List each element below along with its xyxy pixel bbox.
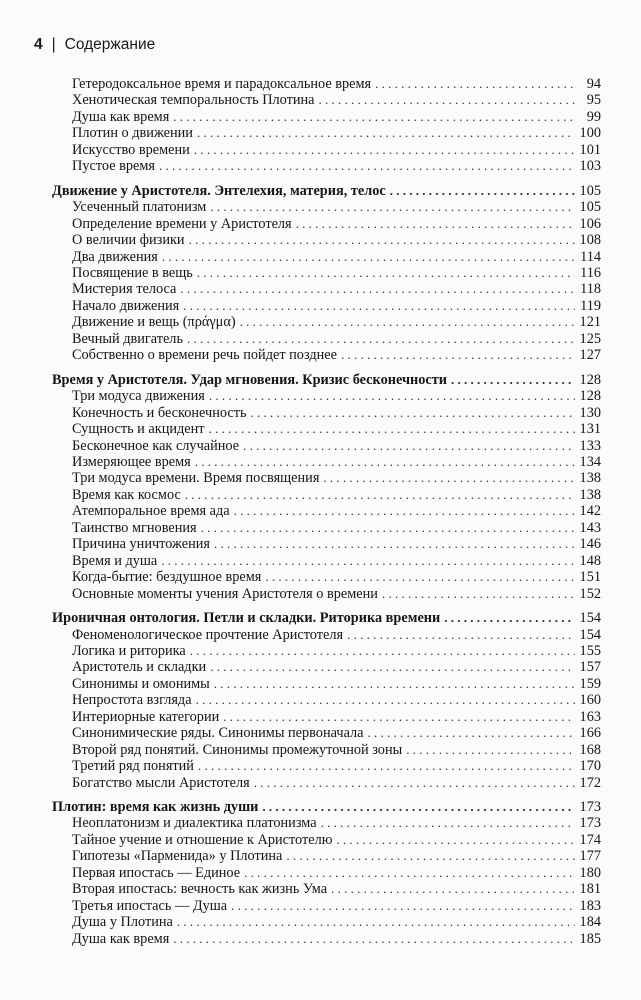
toc-entry-row <box>0 347 641 363</box>
entry-title: Основные моменты учения Аристотеля о времени <box>72 585 378 602</box>
entry-title: Первая ипостась — Единое <box>72 864 241 881</box>
toc-entry-row <box>0 586 641 602</box>
toc-entry-row <box>0 470 641 486</box>
dot-leader <box>192 692 575 708</box>
toc-entry-row <box>0 199 641 215</box>
page-number: 105 <box>579 199 601 216</box>
entry-title: Вечный двигатель <box>72 330 183 347</box>
entry-title: Душа как время <box>72 108 170 125</box>
toc-entry-row <box>0 725 641 741</box>
toc-entry-row <box>0 405 641 421</box>
toc-entry-row <box>0 931 641 947</box>
page-number: 168 <box>579 741 601 758</box>
dot-leader <box>186 643 575 659</box>
page-number: 170 <box>579 758 601 775</box>
toc-entry-row <box>0 898 641 914</box>
page-number: 159 <box>579 675 601 692</box>
dot-leader <box>205 388 575 404</box>
entry-title: Феноменологическое прочтение Аристотеля <box>72 626 344 643</box>
page-number: 138 <box>579 470 601 487</box>
chapter-title: Плотин: время как жизнь души <box>52 799 259 816</box>
dot-leader <box>190 142 575 158</box>
toc-entry-row <box>0 775 641 791</box>
toc-entry-row <box>0 158 641 174</box>
toc-entry-row <box>0 125 641 141</box>
dot-leader <box>210 676 575 692</box>
dot-leader <box>315 92 575 108</box>
page-number: 173 <box>579 815 601 832</box>
page-number: 134 <box>579 453 601 470</box>
page-number: 133 <box>579 437 601 454</box>
toc-entry-row <box>0 109 641 125</box>
toc-entry-row <box>0 76 641 92</box>
entry-title: Непростота взгляда <box>72 692 192 709</box>
chapter-title: Время у Аристотеля. Удар мгновения. Кризис бесконечности <box>52 371 447 388</box>
toc-entry-row <box>0 569 641 585</box>
page-number: 166 <box>579 725 601 742</box>
toc-entry-row <box>0 249 641 265</box>
page-number: 138 <box>579 486 601 503</box>
dot-leader <box>176 281 575 297</box>
toc-entry-row <box>0 232 641 248</box>
dot-leader <box>378 586 575 602</box>
dot-leader <box>282 848 575 864</box>
dot-leader <box>402 742 575 758</box>
dot-leader <box>197 520 575 536</box>
dot-leader <box>246 405 575 421</box>
entry-title: Гетеродоксальное время и парадоксальное время <box>72 76 372 92</box>
dot-leader <box>155 158 575 174</box>
entry-title: Таинство мгновения <box>72 519 197 536</box>
dot-leader <box>194 758 575 774</box>
toc-entry-row <box>0 142 641 158</box>
dot-leader <box>173 914 575 930</box>
toc-entry-row <box>0 216 641 232</box>
page-number: 103 <box>579 158 601 175</box>
entry-title: Мистерия телоса <box>72 281 177 298</box>
entry-title: Неоплатонизм и диалектика платонизма <box>72 815 317 832</box>
page-number: 155 <box>579 642 601 659</box>
toc-entry-row <box>0 92 641 108</box>
toc-entry-row <box>0 536 641 552</box>
entry-title: Плотин о движении <box>72 125 193 142</box>
toc-entry-row <box>0 454 641 470</box>
entry-title: Три модуса движения <box>72 388 205 405</box>
entry-title: Атемпоральное время ада <box>72 503 230 520</box>
entry-title: Аристотель и складки <box>72 659 207 676</box>
page-number: 130 <box>579 404 601 421</box>
running-header <box>34 36 155 54</box>
page-number: 184 <box>579 914 601 931</box>
page-number: 154 <box>579 610 601 627</box>
page-number: 142 <box>579 503 601 520</box>
dot-leader <box>292 216 575 232</box>
page-number: 121 <box>579 314 601 331</box>
toc-entry-row <box>0 331 641 347</box>
dot-leader <box>210 536 575 552</box>
dot-leader <box>169 931 575 947</box>
entry-title: Синонимические ряды. Синонимы первоначала <box>72 725 364 742</box>
page-number: 151 <box>579 569 601 586</box>
toc-entry-row <box>0 832 641 848</box>
table-of-contents <box>0 76 641 955</box>
page-number: 116 <box>580 264 601 281</box>
entry-title: Пустое время <box>72 158 155 175</box>
page-number: 152 <box>579 585 601 602</box>
entry-title: Начало движения <box>72 297 180 314</box>
page-number: 114 <box>580 248 601 265</box>
chapter-title: Ироничная онтология. Петли и складки. Риторика времени <box>52 610 441 627</box>
entry-title: Гипотезы «Парменида» у Плотина <box>72 848 283 865</box>
dot-leader <box>181 487 575 503</box>
toc-entry-row <box>0 421 641 437</box>
header-title: Содержание <box>64 36 156 53</box>
toc-entry-row <box>0 815 641 831</box>
dot-leader <box>157 553 575 569</box>
page-number: 163 <box>579 708 601 725</box>
page-number: 148 <box>579 552 601 569</box>
page-number: 127 <box>579 347 601 364</box>
dot-leader <box>240 865 575 881</box>
page-number: 183 <box>579 897 601 914</box>
entry-title: Время как космос <box>72 486 181 503</box>
toc-chapter-row <box>0 799 641 815</box>
entry-title: Богатство мысли Аристотеля <box>72 774 250 791</box>
entry-title: Душа как время <box>72 930 170 947</box>
page-number: 160 <box>579 692 601 709</box>
toc-entry-row <box>0 487 641 503</box>
dot-leader <box>371 76 575 92</box>
header-page-number: 4 <box>34 36 43 53</box>
page-number: 118 <box>580 281 601 298</box>
entry-title: Сущность и акцидент <box>72 421 205 438</box>
page-number: 157 <box>579 659 601 676</box>
dot-leader <box>206 199 575 215</box>
page-number: 128 <box>579 371 601 388</box>
entry-title: Когда-бытие: бездушное время <box>72 569 262 586</box>
page-number: 94 <box>586 76 601 92</box>
dot-leader <box>205 421 575 437</box>
page-number: 128 <box>579 388 601 405</box>
dot-leader <box>236 314 575 330</box>
dot-leader <box>386 183 575 199</box>
toc-entry-row <box>0 388 641 404</box>
entry-title: Интериорные категории <box>72 708 220 725</box>
toc-entry-row <box>0 553 641 569</box>
page-number: 185 <box>579 930 601 947</box>
toc-chapter-row <box>0 610 641 626</box>
toc-chapter-row <box>0 183 641 199</box>
toc-entry-row <box>0 659 641 675</box>
dot-leader <box>258 799 575 815</box>
page-number: 177 <box>579 848 601 865</box>
page-number: 146 <box>579 536 601 553</box>
toc-entry-row <box>0 643 641 659</box>
toc-section <box>0 610 641 791</box>
dot-leader <box>193 125 575 141</box>
toc-entry-row <box>0 881 641 897</box>
dot-leader <box>261 569 575 585</box>
toc-section <box>0 183 641 364</box>
dot-leader <box>169 109 575 125</box>
toc-entry-row <box>0 709 641 725</box>
dot-leader <box>230 503 575 519</box>
page-number: 154 <box>579 626 601 643</box>
entry-title: Хенотическая темпоральность Плотина <box>72 92 315 109</box>
toc-entry-row <box>0 848 641 864</box>
dot-leader <box>332 832 575 848</box>
toc-entry-row <box>0 438 641 454</box>
entry-title: Тайное учение и отношение к Аристотелю <box>72 831 333 848</box>
chapter-title: Движение у Аристотеля. Энтелехия, материя, телос <box>52 182 386 199</box>
dot-leader <box>440 610 575 626</box>
dot-leader <box>364 725 575 741</box>
entry-title: Два движения <box>72 248 158 265</box>
dot-leader <box>179 298 575 314</box>
page-number: 99 <box>586 108 601 125</box>
page-number: 95 <box>586 92 601 109</box>
page-number: 101 <box>579 141 601 158</box>
toc-entry-row <box>0 914 641 930</box>
toc-entry-row <box>0 692 641 708</box>
entry-title: Искусство времени <box>72 141 190 158</box>
toc-entry-row <box>0 627 641 643</box>
entry-title: Бесконечное как случайное <box>72 437 240 454</box>
entry-title: Третья ипостась — Душа <box>72 897 228 914</box>
page-number: 173 <box>579 799 601 816</box>
dot-leader <box>219 709 575 725</box>
dot-leader <box>343 627 575 643</box>
entry-title: Вторая ипостась: вечность как жизнь Ума <box>72 881 328 898</box>
entry-title: О величии физики <box>72 232 185 249</box>
entry-title: Три модуса времени. Время посвящения <box>72 470 320 487</box>
dot-leader <box>227 898 575 914</box>
page-number: 119 <box>580 297 601 314</box>
toc-section <box>0 76 641 175</box>
toc-entry-row <box>0 265 641 281</box>
page-number: 174 <box>579 831 601 848</box>
entry-title: Посвящение в вещь <box>72 264 193 281</box>
toc-section <box>0 372 641 602</box>
dot-leader <box>337 347 575 363</box>
page-number: 172 <box>579 774 601 791</box>
dot-leader <box>319 470 575 486</box>
dot-leader <box>206 659 575 675</box>
page-number: 131 <box>579 421 601 438</box>
dot-leader <box>250 775 575 791</box>
dot-leader <box>191 454 575 470</box>
entry-title: Синонимы и омонимы <box>72 675 210 692</box>
entry-title: Второй ряд понятий. Синонимы промежуточной зоны <box>72 741 403 758</box>
page-number: 105 <box>579 182 601 199</box>
toc-entry-row <box>0 314 641 330</box>
dot-leader <box>193 265 575 281</box>
header-separator: | <box>51 36 56 53</box>
toc-section <box>0 799 641 947</box>
entry-title: Душа у Плотина <box>72 914 173 931</box>
toc-entry-row <box>0 520 641 536</box>
dot-leader <box>239 438 575 454</box>
dot-leader <box>447 372 575 388</box>
entry-title: Конечность и бесконечность <box>72 404 247 421</box>
toc-entry-row <box>0 865 641 881</box>
page-number: 100 <box>579 125 601 142</box>
dot-leader <box>158 249 575 265</box>
entry-title: Измеряющее время <box>72 453 191 470</box>
page-number: 106 <box>579 215 601 232</box>
toc-entry-row <box>0 281 641 297</box>
dot-leader <box>185 232 575 248</box>
entry-title: Движение и вещь (πράγμα) <box>72 314 236 331</box>
toc-entry-row <box>0 676 641 692</box>
dot-leader <box>327 881 575 897</box>
entry-title: Время и душа <box>72 552 158 569</box>
toc-entry-row <box>0 298 641 314</box>
toc-entry-row <box>0 742 641 758</box>
entry-title: Усеченный платонизм <box>72 199 207 216</box>
page-number: 125 <box>579 330 601 347</box>
entry-title: Логика и риторика <box>72 642 186 659</box>
toc-entry-row <box>0 503 641 519</box>
page-number: 180 <box>579 864 601 881</box>
entry-title: Причина уничтожения <box>72 536 210 553</box>
entry-title: Собственно о времени речь пойдет позднее <box>72 347 337 364</box>
dot-leader <box>317 815 575 831</box>
toc-entry-row <box>0 758 641 774</box>
dot-leader <box>183 331 575 347</box>
entry-title: Определение времени у Аристотеля <box>72 215 292 232</box>
page-number: 143 <box>579 519 601 536</box>
page-number: 108 <box>579 232 601 249</box>
entry-title: Третий ряд понятий <box>72 758 194 775</box>
toc-chapter-row <box>0 372 641 388</box>
page-number: 181 <box>579 881 601 898</box>
